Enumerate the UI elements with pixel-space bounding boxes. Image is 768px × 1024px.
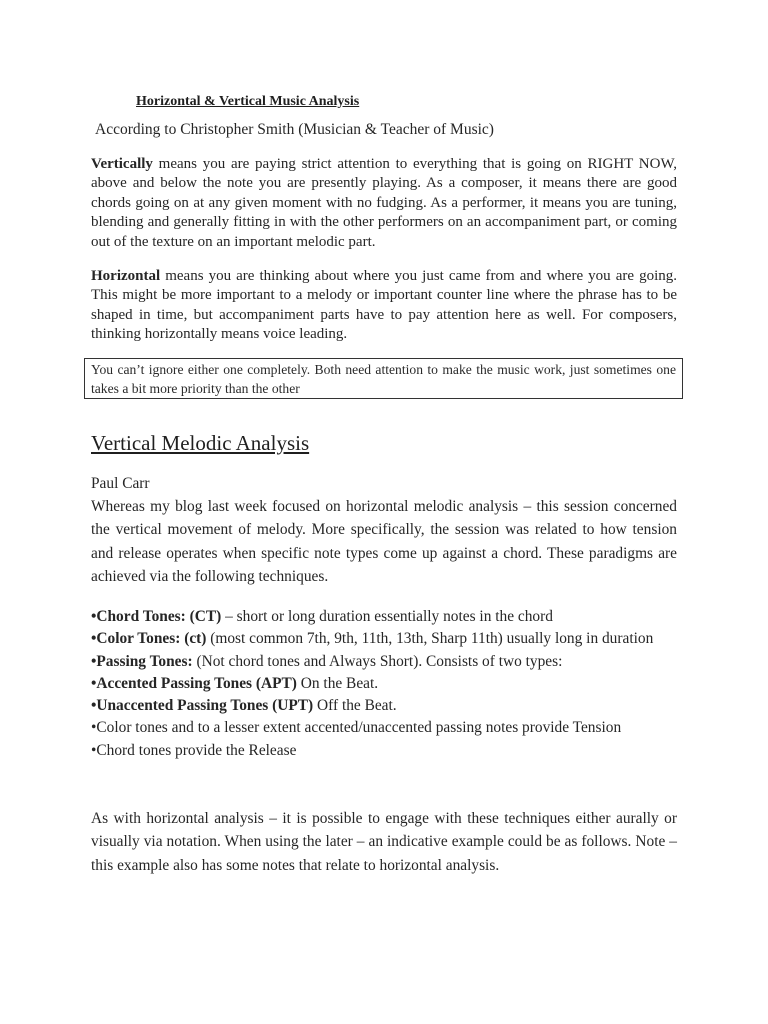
list-item-text: •Chord tones provide the Release	[91, 741, 297, 759]
technique-list	[91, 606, 681, 762]
vertically-paragraph	[91, 155, 677, 252]
horizontal-term: Horizontal	[91, 268, 161, 284]
horizontal-text: means you are thinking about where you just came from and where you are going. This might be more important to a melody or important counter line where the phrase has to be shaped in time, but accompaniment parts have to pay attention here as well. For composers, thinking horizontally means voice leading.	[91, 268, 677, 343]
vertically-term: Vertically	[91, 156, 153, 172]
list-item	[91, 740, 681, 762]
vertically-text: means you are paying strict attention to everything that is going on RIGHT NOW, above and below the note you are presently playing. As a composer, it means there are good chords going on at any given moment with no fudging. As a performer, it means you are tuning, blending and generally fitting in with the other performers on an accompaniment part, or coming out of the texture on an important melodic part.	[91, 156, 677, 250]
horizontal-paragraph	[91, 267, 677, 345]
closing-paragraph: As with horizontal analysis – it is possible to engage with these techniques either aurally or visually via notation. When using the later – an indicative example could be as follows. Note – this example also has some notes that relate to horizontal analysis.	[91, 810, 677, 874]
author-name: Paul Carr	[91, 475, 150, 492]
list-item-text: •Color tones and to a lesser extent accented/unaccented passing notes provide Tension	[91, 719, 622, 737]
list-item-text: – short or long duration essentially notes in the chord	[221, 608, 553, 625]
section-heading: Vertical Melodic Analysis	[91, 431, 310, 455]
list-item	[91, 606, 681, 628]
list-item	[91, 673, 681, 695]
list-item-term: •Passing Tones:	[91, 652, 193, 670]
intro-paragraph: Whereas my blog last week focused on horizontal melodic analysis – this session concerned the vertical movement of melody. More specifically, the session was related to how tension and release operates when specific note types come up against a chord. These paradigms are achieved via the following techniques.	[91, 498, 677, 586]
note-box: You can’t ignore either one completely. Both need attention to make the music work, just sometimes one takes a bit more priority than the other	[84, 358, 683, 399]
list-item-text: Off the Beat.	[313, 697, 397, 715]
list-item-text: (Not chord tones and Always Short). Consists of two types:	[192, 652, 563, 670]
document-title: Horizontal & Vertical Music Analysis	[136, 94, 360, 109]
list-item-text: On the Beat.	[296, 674, 379, 692]
list-item	[91, 651, 681, 673]
list-item	[91, 695, 681, 717]
list-item-term: •Unaccented Passing Tones (UPT)	[91, 697, 314, 715]
list-item-term: •Color Tones: (ct)	[91, 630, 207, 648]
list-item	[91, 717, 681, 739]
list-item-term: •Chord Tones: (CT)	[91, 608, 222, 625]
list-item-term: •Accented Passing Tones (APT)	[91, 674, 297, 692]
list-item-text: (most common 7th, 9th, 11th, 13th, Sharp 11th) usually long in duration	[206, 630, 654, 648]
list-item	[91, 628, 681, 650]
attribution-line: According to Christopher Smith (Musician & Teacher of Music)	[95, 121, 494, 138]
